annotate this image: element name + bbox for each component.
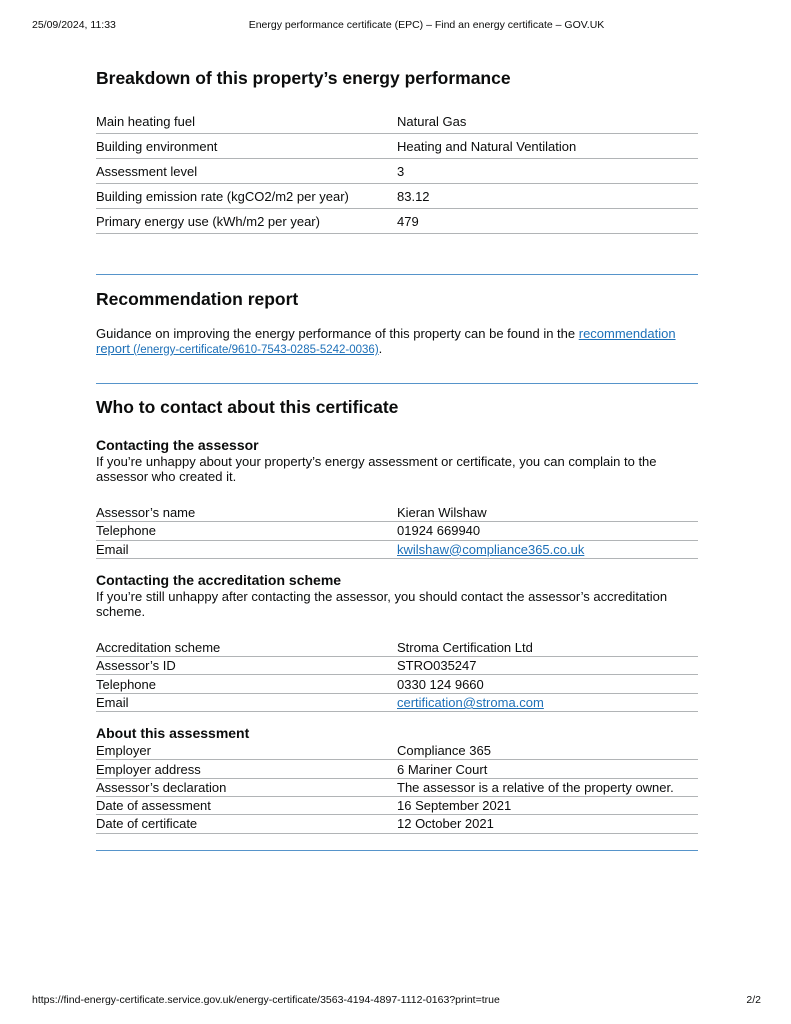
table-row [96,760,698,778]
row-label: Telephone [96,522,397,540]
row-value: Kieran Wilshaw [397,504,698,522]
row-value: 01924 669940 [397,522,698,540]
row-label: Employer address [96,760,397,778]
table-row [96,540,698,558]
scheme-email-link[interactable]: certification@stroma.com [397,694,544,710]
row-label: Email [96,693,397,711]
row-label: Primary energy use (kWh/m2 per year) [96,209,397,234]
scheme-text: If you’re still unhappy after contacting the assessor, you should contact the assessor’s accreditation scheme. [96,588,668,619]
assessor-text: If you’re unhappy about your property’s energy assessment or certificate, you can complain to the assessor who created it. [96,454,657,484]
contact-heading: Who to contact about this certificate [96,397,399,417]
table-row [96,639,698,657]
row-label: Date of assessment [96,796,397,814]
table-row [96,522,698,540]
recommendation-link-text: recommendation report [96,326,676,356]
section-divider [96,383,698,384]
recommendation-section [96,288,698,358]
table-row [96,742,698,760]
row-value [397,693,698,711]
recommendation-link-url: (/energy-certificate/9610-7543-0285-5242-0036) [129,344,379,356]
row-value: 0330 124 9660 [397,675,698,693]
row-label: Building environment [96,134,397,159]
row-label: Assessment level [96,159,397,184]
print-datetime: 25/09/2024, 11:33 [32,19,116,31]
table-row [96,159,698,184]
recommendation-text [96,326,698,358]
row-value: 16 September 2021 [397,796,698,814]
section-divider [96,850,698,851]
row-value: Compliance 365 [397,742,698,760]
section-divider [96,274,698,275]
table-row [96,657,698,675]
breakdown-table [96,109,698,234]
breakdown-heading: Breakdown of this property’s energy performance [96,68,511,88]
row-label: Telephone [96,675,397,693]
table-row [96,675,698,693]
row-value: 83.12 [397,184,698,209]
row-label: Date of certificate [96,815,397,833]
row-label: Assessor’s declaration [96,778,397,796]
row-label: Assessor’s ID [96,657,397,675]
table-row [96,796,698,814]
row-value: The assessor is a relative of the property owner. [397,778,698,796]
row-label: Accreditation scheme [96,639,397,657]
row-value: Natural Gas [397,109,698,134]
row-label: Employer [96,742,397,760]
table-row [96,109,698,134]
main-content [96,67,698,851]
scheme-table [96,639,698,712]
row-value: 6 Mariner Court [397,760,698,778]
contact-section [96,396,698,834]
recommendation-text-after: . [378,341,383,356]
assessor-table [96,504,698,559]
table-row [96,209,698,234]
row-label: Main heating fuel [96,109,397,134]
table-row [96,778,698,796]
row-label: Assessor’s name [96,504,397,522]
row-value: Heating and Natural Ventilation [397,134,698,159]
assessor-email-link[interactable]: kwilshaw@compliance365.co.uk [397,541,585,557]
table-row [96,134,698,159]
about-table [96,742,698,833]
table-row [96,693,698,711]
row-value: 3 [397,159,698,184]
print-page-title: Energy performance certificate (EPC) – Find an energy certificate – GOV.UK [248,19,605,31]
table-row [96,815,698,833]
row-value: STRO035247 [397,657,698,675]
print-url: https://find-energy-certificate.service.gov.uk/energy-certificate/3563-4194-4897-1112-0163?print=true [32,994,500,1006]
table-row [96,184,698,209]
print-page-number: 2/2 [746,994,761,1006]
about-heading: About this assessment [96,725,250,742]
row-value [397,540,698,558]
breakdown-section [96,67,698,234]
assessor-heading: Contacting the assessor [96,437,259,453]
row-value: 479 [397,209,698,234]
row-label: Email [96,540,397,558]
table-row [96,504,698,522]
recommendation-heading: Recommendation report [96,289,299,309]
row-label: Building emission rate (kgCO2/m2 per year) [96,184,397,209]
scheme-heading: Contacting the accreditation scheme [96,571,342,588]
row-value: 12 October 2021 [397,815,698,833]
recommendation-text-before: Guidance on improving the energy performance of this property can be found in the [96,326,579,341]
row-value: Stroma Certification Ltd [397,639,698,657]
